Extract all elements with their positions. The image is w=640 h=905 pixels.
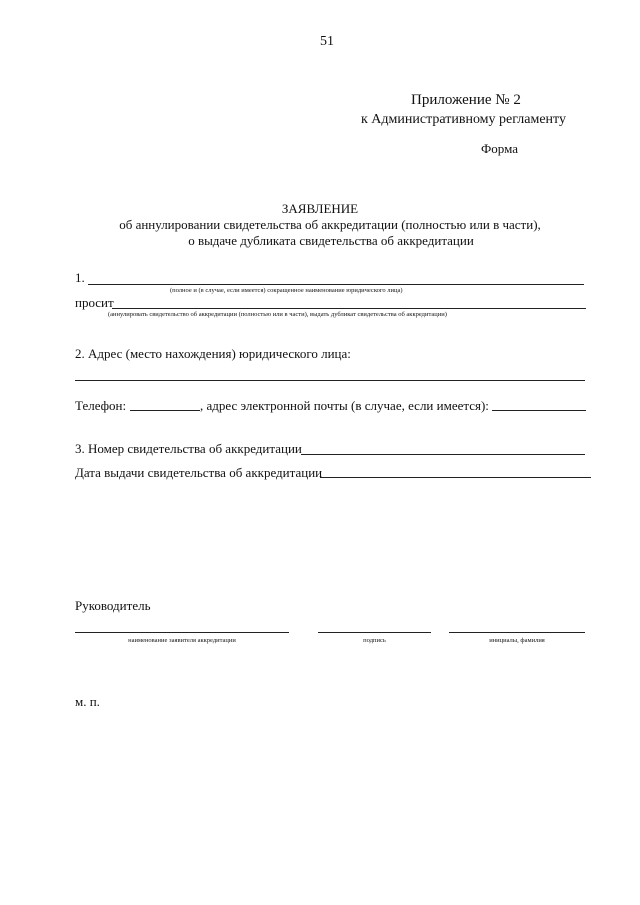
request-type-hint: (аннулировать свидетельство об аккредитации (полностью или в части), выдать дубликат свидетельства об аккредитации)	[108, 311, 447, 318]
appendix-subtitle: к Административному регламенту	[361, 112, 566, 127]
organization-name-field[interactable]	[88, 284, 584, 285]
signature-caption: подпись	[363, 637, 386, 644]
page-number: 51	[320, 34, 334, 49]
form-label: Форма	[481, 141, 518, 156]
document-title-line3: о выдаче дубликата свидетельства об аккредитации	[188, 233, 474, 248]
email-label: , адрес электронной почты (в случае, если имеется):	[200, 398, 489, 413]
issue-date-label: Дата выдачи свидетельства об аккредитации	[75, 465, 323, 480]
section1-number: 1.	[75, 270, 85, 285]
email-field[interactable]	[492, 410, 586, 411]
head-label: Руководитель	[75, 598, 151, 613]
applicant-name-caption: наименование заявителя аккредитации	[128, 637, 236, 644]
certificate-number-label: 3. Номер свидетельства об аккредитации	[75, 441, 302, 456]
applicant-name-field[interactable]	[75, 632, 289, 633]
stamp-label: м. п.	[75, 694, 100, 709]
requests-label: просит	[75, 295, 114, 310]
phone-label: Телефон:	[75, 398, 127, 413]
initials-caption: инициалы, фамилия	[489, 637, 545, 644]
initials-field[interactable]	[449, 632, 585, 633]
document-title: ЗАЯВЛЕНИЕ	[281, 201, 359, 216]
request-type-field[interactable]	[112, 308, 586, 309]
address-field[interactable]	[75, 380, 585, 381]
signature-field[interactable]	[318, 632, 431, 633]
organization-name-hint: (полное и (в случае, если имеется) сокращенное наименование юридического лица)	[170, 287, 403, 294]
appendix-title: Приложение № 2	[411, 92, 521, 108]
address-label: 2. Адрес (место нахождения) юридического лица:	[75, 346, 351, 361]
certificate-number-field[interactable]	[301, 454, 585, 455]
document-title-line2: об аннулировании свидетельства об аккредитации (полностью или в части),	[119, 217, 541, 232]
phone-field[interactable]	[130, 410, 200, 411]
issue-date-field[interactable]	[320, 477, 591, 478]
